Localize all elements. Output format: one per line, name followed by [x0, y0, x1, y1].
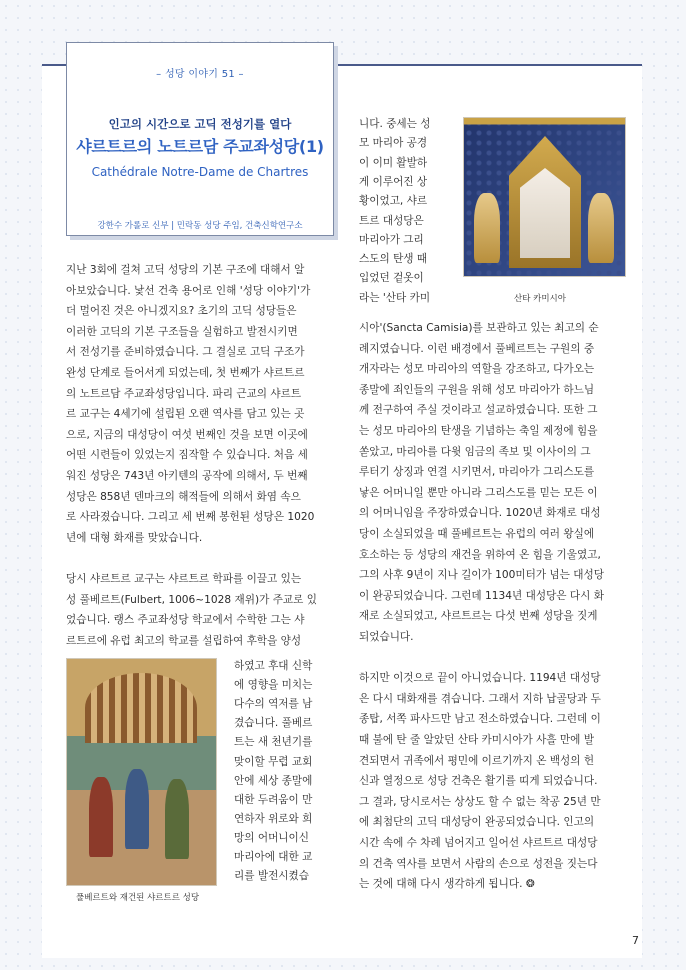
angel-right-shape [588, 193, 614, 263]
figure-shape [89, 777, 113, 857]
text-line: 완성 단계로 들어서게 되었는데, 첫 번째가 샤르트르 [66, 367, 305, 379]
text-line: 신과 열정으로 성당 건축은 활기를 띠게 되었습니다. [359, 775, 598, 788]
text-line: 트르 대성당은 [359, 214, 424, 227]
left-photo-caption: 풀베르트와 재건된 샤르트르 성당 [76, 893, 200, 903]
text-line: 워진 성당은 743년 아키텐의 공작에 의해서, 두 번째 [66, 470, 308, 482]
text-line: 재로 소실되었고, 샤르트르는 다섯 번째 성당을 짓게 [359, 610, 598, 623]
text-line: 서 전성기를 준비하였습니다. 그 결실로 고딕 구조가 [66, 346, 305, 359]
figure-shape [125, 769, 149, 849]
text-line: 으로, 지금의 대성당이 여섯 번째인 것을 보면 이곳에 [66, 428, 308, 441]
text-line: 트는 새 천년기를 [234, 736, 313, 749]
text-line: 때 불에 탄 줄 알았던 산타 카미시아가 사흘 만에 발 [359, 734, 594, 746]
text-line: 로 사라졌습니다. 그리고 세 번째 봉헌된 성당은 1020 [66, 511, 315, 524]
text-line: 다수의 역저를 남 [234, 698, 313, 711]
text-line: 종말에 죄인들의 구원을 위해 성모 마리아가 하느님 [359, 383, 595, 396]
text-line: 맞이할 무렵 교회 [234, 755, 313, 768]
text-line: 당시 샤르트르 교구는 샤르트르 학파를 이끌고 있는 [66, 573, 302, 585]
title-box [66, 42, 334, 236]
text-line: 하지만 이것으로 끝이 아니었습니다. 1194년 대성당 [359, 672, 601, 685]
text-line: 르 교구는 4세기에 설립된 오랜 역사를 담고 있는 곳 [66, 408, 305, 421]
right-photo-caption: 산타 카미시아 [514, 294, 566, 304]
text-line: 견되면서 귀족에서 평민에 이르기까지 온 백성의 헌 [359, 754, 595, 767]
page-number: 7 [632, 934, 639, 947]
text-line: 그 결과, 당시로서는 상상도 할 수 없는 착공 25년 만 [359, 795, 601, 808]
cathedral-arch-shape [85, 673, 197, 743]
text-line: 낳은 어머니일 뿐만 아니라 그리스도를 믿는 모든 이 [359, 486, 598, 499]
text-line: 마리아에 대한 교 [234, 851, 313, 863]
text-line: 입었던 겉옷이 [359, 272, 424, 285]
text-line: 망의 어머니이신 [234, 831, 310, 844]
angel-left-shape [474, 193, 500, 263]
text-line: 례지였습니다. 이런 배경에서 풀베르트는 구원의 중 [359, 342, 595, 355]
text-line: 마리아가 그리 [359, 233, 424, 246]
article-title: 샤르트르의 노트르담 주교좌성당(1) [76, 137, 324, 156]
text-line: 의 건축 역사를 보면서 사람의 손으로 성전을 짓는다 [359, 857, 598, 870]
text-line: 쏟았고, 마리아를 다윗 임금의 족보 및 이사이의 그 [359, 445, 591, 458]
text-line: 어떤 시련들이 있었는지 짐작할 수 있습니다. 처음 세 [66, 449, 308, 462]
text-line: 당이 소실되었을 때 풀베르트는 유럽의 여러 왕실에 [359, 528, 595, 540]
text-line: 더 멀어진 것은 아니겠지요? 초기의 고딕 성당들은 [66, 305, 297, 318]
text-line: 시간 속에 수 차례 넘어지고 일어선 샤르트르 대성당 [359, 837, 598, 849]
text-line: 그의 사후 9년이 지나 길이가 100미터가 넘는 대성당 [359, 569, 604, 582]
text-line: 시아'(Sancta Camisia)를 보관하고 있는 최고의 순 [359, 322, 599, 334]
text-line: 에 영향을 미치는 [234, 679, 313, 692]
text-line: 의 어머니임을 주장하였습니다. 1020년 화재로 대성 [359, 507, 601, 520]
text-line: 는 것에 대해 다시 생각하게 됩니다. ❂ [359, 878, 535, 891]
text-line: 하였고 후대 신학 [234, 660, 313, 672]
text-line: 대한 두려움이 만 [234, 793, 313, 806]
text-line: 루터기 상징과 연결 시키면서, 마리아가 그리스도를 [359, 466, 595, 479]
text-line: 안에 세상 종말에 [234, 774, 313, 787]
text-line: 연하자 위로와 희 [234, 812, 313, 825]
text-line: 었습니다. 랭스 주교좌성당 학교에서 수학한 그는 샤 [66, 614, 305, 627]
text-line: 이 완공되었습니다. 그런데 1134년 대성당은 다시 화 [359, 589, 604, 602]
figure-shape [165, 779, 189, 859]
text-line: 라는 '산타 카미 [359, 291, 431, 304]
text-line: 게 이루어진 상 [359, 175, 428, 188]
series-kicker: – 성당 이야기 51 – [156, 69, 244, 80]
text-line: 께 전구하여 주실 것이라고 설교하였습니다. 또한 그 [359, 404, 598, 417]
text-line: 스도의 탄생 때 [359, 253, 428, 266]
text-line: 종탑, 서쪽 파사드만 남고 전소하였습니다. 그런데 이 [359, 713, 601, 726]
text-line: 모 마리아 공경 [359, 137, 428, 150]
text-line: 년에 대형 화재를 맞았습니다. [66, 531, 203, 544]
text-line: 겼습니다. 풀베르 [234, 717, 313, 730]
text-line: 은 다시 대화재를 겪습니다. 그래서 지하 납골당과 두 [359, 692, 601, 705]
text-line: 황이었고, 샤르 [359, 195, 428, 208]
text-line: 의 노트르담 주교좌성당입니다. 파리 근교의 샤르트 [66, 387, 302, 400]
text-line: 르트르에 유럽 최고의 학교를 설립하여 후학을 양성 [66, 634, 302, 647]
text-line: 호소하는 등 성당의 재건을 위하여 온 힘을 기울였고, [359, 548, 601, 561]
text-line: 는 성모 마리아의 탄생을 기념하는 축일 제정에 힘을 [359, 425, 598, 437]
text-line: 성 풀베르트(Fulbert, 1006~1028 재위)가 주교로 있 [66, 593, 317, 606]
text-line: 리를 발전시켰습 [234, 870, 310, 883]
fulbert-cathedral-illustration [66, 658, 217, 886]
text-line: 성당은 858년 덴마크의 해적들에 의해서 화염 속으 [66, 490, 301, 503]
text-line: 되었습니다. [359, 631, 414, 643]
article-subtitle: 인고의 시간으로 고딕 전성기를 열다 [108, 117, 292, 131]
text-line: 지난 3회에 걸쳐 고딕 성당의 기본 구조에 대해서 알 [66, 264, 305, 276]
text-line: 아보았습니다. 낯선 건축 용어로 인해 '성당 이야기'가 [66, 284, 311, 297]
author-byline: 강한수 가롤로 신부 | 민락동 성당 주임, 건축신학연구소 [97, 221, 303, 231]
text-line: 니다. 중세는 성 [359, 118, 431, 130]
text-line: 이 이미 활발하 [359, 156, 428, 169]
text-line: 개자라는 성모 마리아의 역할을 강조하고, 다가오는 [359, 363, 595, 376]
text-line: 이러한 고딕의 기본 구조들을 실험하고 발전시키면 [66, 325, 298, 338]
sancta-camisia-photo [463, 117, 626, 277]
text-line: 에 최첨단의 고딕 대성당이 완공되었습니다. 인고의 [359, 816, 595, 829]
latin-title: Cathédrale Notre-Dame de Chartres [91, 165, 309, 179]
